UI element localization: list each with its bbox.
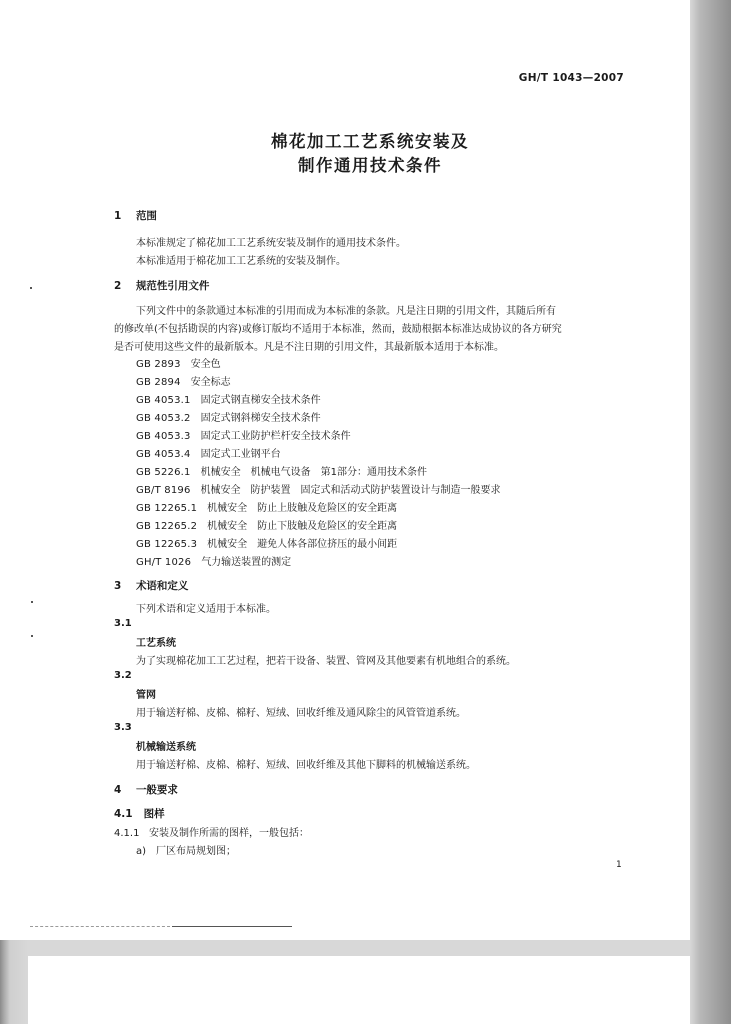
subsection-title: 图样	[143, 808, 165, 820]
reference-title: 机械安全 防止下肢触及危险区的安全距离	[207, 521, 398, 532]
subsection-number: 4.1	[114, 808, 133, 820]
reference-code: GH/T 1026	[136, 557, 192, 568]
reference-code: GB 4053.2	[136, 413, 191, 424]
section-4-heading	[114, 782, 178, 797]
term-number: 3.2	[114, 670, 132, 681]
term-number: 3.1	[114, 618, 132, 629]
reference-item	[136, 553, 291, 568]
reference-title: 固定式钢直梯安全技术条件	[200, 395, 321, 406]
scan-speck	[31, 635, 33, 637]
reference-item	[136, 517, 397, 532]
term-name: 工艺系统	[136, 638, 176, 649]
term-definition: 用于输送籽棉、皮棉、棉籽、短绒、回收纤维及其他下脚料的机械输送系统。	[136, 760, 476, 771]
reference-title: 机械安全 避免人体各部位挤压的最小间距	[207, 539, 398, 550]
scan-speck	[31, 601, 33, 603]
reference-item	[136, 373, 231, 388]
reference-title: 安全标志	[190, 377, 231, 388]
reference-item	[136, 427, 351, 442]
reference-title: 安全色	[190, 359, 221, 370]
reference-code: GB 12265.2	[136, 521, 198, 532]
reference-title: 机械安全 机械电气设备 第1部分：通用技术条件	[200, 467, 427, 478]
section-2-heading	[114, 278, 209, 293]
section-title: 术语和定义	[135, 580, 189, 592]
clause-item	[114, 824, 309, 839]
reference-title: 固定式工业钢平台	[200, 449, 281, 460]
term-definition: 用于输送籽棉、皮棉、棉籽、短绒、回收纤维及通风除尘的风管管道系统。	[136, 708, 466, 719]
reference-title: 机械安全 防护装置 固定式和活动式防护装置设计与制造一般要求	[200, 485, 501, 496]
section-number: 2	[114, 280, 122, 292]
section-number: 4	[114, 784, 122, 796]
reference-code: GB 12265.3	[136, 539, 198, 550]
section-number: 1	[114, 210, 122, 222]
reference-code: GB/T 8196	[136, 485, 191, 496]
paragraph: 本标准规定了棉花加工工艺系统安装及制作的通用技术条件。	[136, 238, 406, 249]
reference-title: 固定式工业防护栏杆安全技术条件	[200, 431, 351, 442]
reference-title: 机械安全 防止上肢触及危险区的安全距离	[207, 503, 398, 514]
scan-artifact-line	[172, 926, 292, 927]
section-1-heading	[114, 208, 157, 223]
page-number: 1	[616, 860, 622, 870]
term-number: 3.3	[114, 722, 132, 733]
document-title-line1: 棉花加工工艺系统安装及	[271, 132, 469, 151]
term-definition: 为了实现棉花加工工艺过程，把若干设备、装置、管网及其他要素有机地组合的系统。	[136, 656, 516, 667]
reference-code: GB 4053.3	[136, 431, 191, 442]
reference-code: GB 2893	[136, 359, 181, 370]
scan-artifact-line	[30, 926, 170, 928]
section-3-heading	[114, 578, 188, 593]
reference-code: GB 4053.1	[136, 395, 191, 406]
section-title: 范围	[135, 210, 157, 222]
reference-item	[136, 481, 501, 496]
reference-item	[136, 499, 397, 514]
reference-code: GB 5226.1	[136, 467, 191, 478]
reference-code: GB 4053.4	[136, 449, 191, 460]
standard-code: GH/T 1043—2007	[518, 72, 624, 84]
clause-number: 4.1.1	[114, 828, 140, 839]
paragraph: 是否可使用这些文件的最新版本。凡是不注日期的引用文件，其最新版本适用于本标准。	[114, 342, 504, 353]
reference-title: 固定式钢斜梯安全技术条件	[200, 413, 321, 424]
reference-item	[136, 391, 321, 406]
section-title: 规范性引用文件	[135, 280, 210, 292]
paragraph: 本标准适用于棉花加工工艺系统的安装及制作。	[136, 256, 346, 267]
reference-item	[136, 445, 281, 460]
paragraph: 下列文件中的条款通过本标准的引用而成为本标准的条款。凡是注日期的引用文件，其随后所有	[136, 306, 556, 317]
document-title-line2: 制作通用技术条件	[298, 156, 442, 175]
reference-item	[136, 463, 427, 478]
reference-title: 气力输送装置的测定	[201, 557, 292, 568]
term-name: 管网	[136, 690, 156, 701]
section-number: 3	[114, 580, 122, 592]
reference-code: GB 2894	[136, 377, 181, 388]
paragraph: 的修改单(不包括勘误的内容)或修订版均不适用于本标准，然而，鼓励根据本标准达成协议的各方研究	[114, 324, 562, 335]
list-item: a) 厂区布局规划图；	[136, 846, 237, 857]
section-title: 一般要求	[135, 784, 178, 796]
clause-text: 安装及制作所需的图样，一般包括：	[149, 828, 309, 839]
next-page-top	[28, 956, 690, 1024]
reference-item	[136, 409, 321, 424]
reference-code: GB 12265.1	[136, 503, 198, 514]
subsection-heading	[114, 806, 165, 821]
paragraph: 下列术语和定义适用于本标准。	[136, 604, 276, 615]
scan-speck	[30, 287, 32, 289]
reference-item	[136, 355, 221, 370]
reference-item	[136, 535, 397, 550]
term-name: 机械输送系统	[136, 742, 196, 753]
